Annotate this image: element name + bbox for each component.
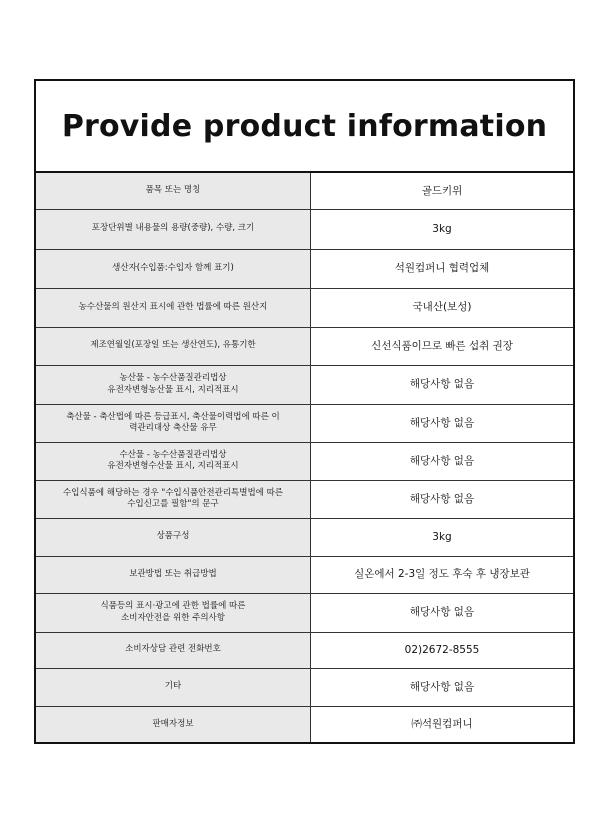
row-value: 해당사항 없음 (311, 442, 574, 480)
table-row (36, 480, 573, 518)
product-info-sheet (34, 79, 575, 744)
row-value: 석원컴퍼니 협력업체 (311, 249, 574, 288)
row-value: 3kg (311, 209, 574, 249)
row-label: 판매자정보 (36, 706, 311, 742)
row-label: 품목 또는 명칭 (36, 173, 311, 209)
table-row (36, 556, 573, 593)
table-row (36, 173, 573, 209)
table-row (36, 593, 573, 632)
row-label: 보관방법 또는 취급방법 (36, 556, 311, 593)
row-label: 농수산물의 원산지 표시에 관한 법률에 따른 원산지 (36, 288, 311, 327)
table-row (36, 288, 573, 327)
row-value: 3kg (311, 518, 574, 556)
table-row (36, 365, 573, 404)
row-label: 기타 (36, 668, 311, 706)
row-label: 축산물 - 축산법에 따른 등급표시, 축산물이력법에 따른 이 력관리대상 축산물 유무 (36, 404, 311, 442)
row-label: 생산자(수입품:수입자 함께 표기) (36, 249, 311, 288)
row-value: 실온에서 2-3일 정도 후숙 후 냉장보관 (311, 556, 574, 593)
row-value: 02)2672-8555 (311, 632, 574, 668)
row-value: 해당사항 없음 (311, 668, 574, 706)
row-label: 수입식품에 해당하는 경우 "수입식품안전관리특별법에 따른 수입신고를 필함"의 문구 (36, 480, 311, 518)
row-value: 해당사항 없음 (311, 365, 574, 404)
row-value: 해당사항 없음 (311, 593, 574, 632)
row-value: 해당사항 없음 (311, 404, 574, 442)
table-row (36, 249, 573, 288)
table-row (36, 442, 573, 480)
row-value: 해당사항 없음 (311, 480, 574, 518)
table-row (36, 209, 573, 249)
row-label: 제조연월일(포장일 또는 생산연도), 유통기한 (36, 327, 311, 365)
row-value: 골드키위 (311, 173, 574, 209)
row-label: 농산물 - 농수산품질관리법상 유전자변형농산물 표시, 지리적표시 (36, 365, 311, 404)
row-value: 국내산(보성) (311, 288, 574, 327)
row-label: 수산물 - 농수산품질관리법상 유전자변형수산물 표시, 지리적표시 (36, 442, 311, 480)
table-row (36, 404, 573, 442)
product-info-table (36, 173, 573, 742)
table-row (36, 518, 573, 556)
row-label: 소비자상담 관련 전화번호 (36, 632, 311, 668)
table-row (36, 632, 573, 668)
row-label: 상품구성 (36, 518, 311, 556)
page-title: Provide product information (36, 81, 573, 173)
row-value: ㈜석원컴퍼니 (311, 706, 574, 742)
row-label: 식품등의 표시·광고에 관한 법률에 따른 소비자안전을 위한 주의사항 (36, 593, 311, 632)
table-row (36, 706, 573, 742)
table-row (36, 327, 573, 365)
row-label: 포장단위별 내용물의 용량(중량), 수량, 크기 (36, 209, 311, 249)
table-row (36, 668, 573, 706)
row-value: 신선식품이므로 빠른 섭취 권장 (311, 327, 574, 365)
